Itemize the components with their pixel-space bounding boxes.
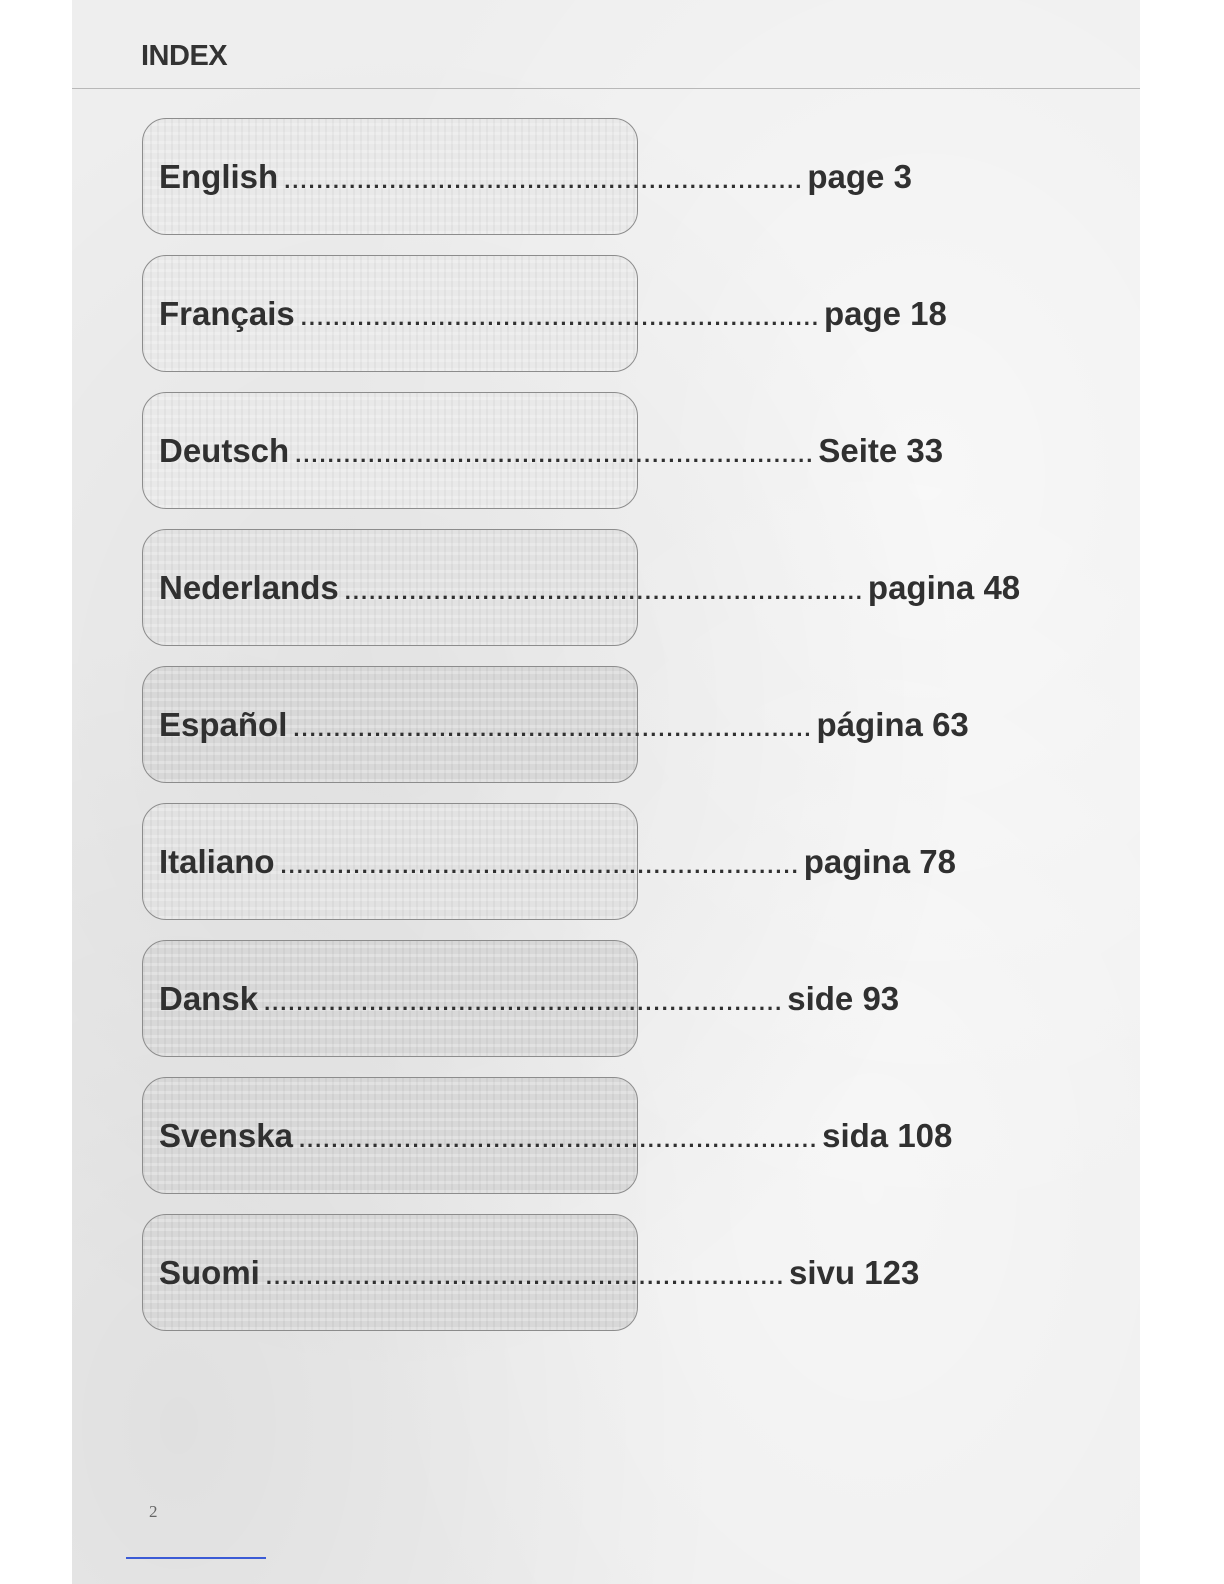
dot-leader: ................................................................ bbox=[280, 852, 800, 878]
index-item-suomi[interactable] bbox=[142, 1214, 920, 1331]
index-item-language: Français bbox=[159, 294, 295, 332]
index-item-page-ref: sida 108 bbox=[822, 1116, 953, 1154]
dot-leader: ................................................................ bbox=[265, 1263, 786, 1289]
index-item-deutsch[interactable] bbox=[142, 392, 944, 509]
page-header bbox=[72, 0, 1140, 89]
index-item-page-ref: página 63 bbox=[816, 705, 969, 743]
page-title: INDEX bbox=[141, 40, 228, 72]
index-item-svenska[interactable] bbox=[142, 1077, 953, 1194]
index-item-language: Suomi bbox=[159, 1253, 260, 1291]
dot-leader: ................................................................ bbox=[284, 167, 804, 193]
index-item-english[interactable] bbox=[142, 118, 912, 235]
index-item-language: Español bbox=[159, 705, 288, 743]
index-item-language: Italiano bbox=[159, 842, 275, 880]
index-item-page-ref: pagina 78 bbox=[803, 842, 956, 880]
footer-rule bbox=[126, 1557, 266, 1559]
index-item-language: English bbox=[159, 157, 279, 195]
index-item-language: Dansk bbox=[159, 979, 259, 1017]
index-item-dansk[interactable] bbox=[142, 940, 900, 1057]
index-item-italiano[interactable] bbox=[142, 803, 956, 920]
document-page bbox=[72, 0, 1140, 1584]
page-number: 2 bbox=[149, 1502, 158, 1521]
index-item-francais[interactable] bbox=[142, 255, 947, 372]
index-item-language: Svenska bbox=[159, 1116, 293, 1154]
dot-leader: ................................................................ bbox=[300, 304, 820, 330]
index-item-nederlands[interactable] bbox=[142, 529, 1021, 646]
dot-leader: ................................................................ bbox=[295, 441, 815, 467]
dot-leader: ................................................................ bbox=[293, 715, 813, 741]
language-index bbox=[142, 118, 1021, 1351]
index-item-page-ref: sivu 123 bbox=[789, 1253, 920, 1291]
dot-leader: ................................................................ bbox=[298, 1126, 819, 1152]
index-item-page-ref: Seite 33 bbox=[818, 431, 944, 469]
index-item-page-ref: page 18 bbox=[823, 294, 947, 332]
index-item-page-ref: side 93 bbox=[787, 979, 900, 1017]
index-item-espanol[interactable] bbox=[142, 666, 969, 783]
dot-leader: ................................................................ bbox=[264, 989, 784, 1015]
index-item-page-ref: page 3 bbox=[807, 157, 912, 195]
index-item-language: Nederlands bbox=[159, 568, 339, 606]
index-item-language: Deutsch bbox=[159, 431, 290, 469]
dot-leader: ................................................................ bbox=[344, 578, 864, 604]
index-item-page-ref: pagina 48 bbox=[867, 568, 1021, 606]
